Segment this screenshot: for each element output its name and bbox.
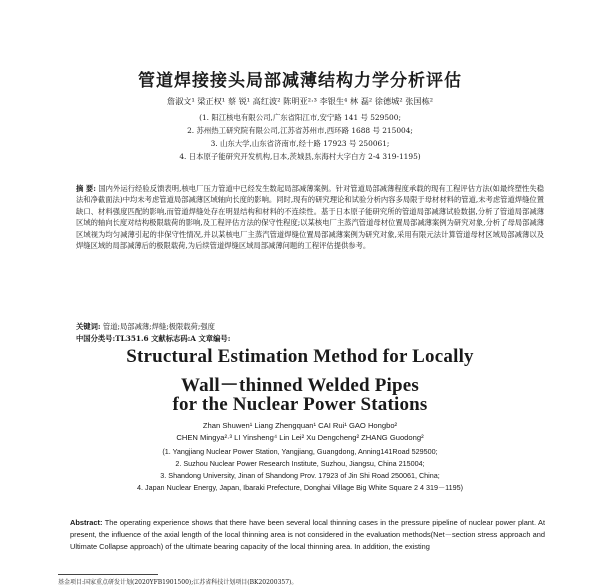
english-abstract [70, 517, 545, 553]
chinese-affiliation-2: 2. 苏州热工研究院有限公司,江苏省苏州市,西环路 1688 号 215004; [187, 126, 413, 135]
chinese-abstract [76, 183, 544, 251]
chinese-abstract-text: 国内外运行经验反馈表明,核电厂压力管道中已经发生数起局部减薄案例。针对管道局部减薄程度承载的现有工程评估方法(如最终塑性失稳法和净截面法)中均未考虑管道局部减薄区域轴向长度的影响。同时,现有的研究理论和试验分析内容多局限于母材材料的管道,未考虑管道焊缝位置缺口、材料强度匹配的影响,而管道焊缝处存在明显结构和材料的不连续性。基于日本原子能研究所的管道局部减薄试验数据,分析了管道局部减薄区域的轴向长度对结构极限载荷的影响,及工程评估方法的保守性程度;以某核电厂主蒸汽管道母材位置局部减薄案例为研究对象,分析了母局部减薄区域视为均匀减薄引起的非保守性情况,并以某核电厂主蒸汽管道焊缝位置局部减薄案例为研究对象,采用有限元法计算管道母材区域局部减薄以及焊缝区域的局部减薄后的极限载荷,为后续管道焊缝区域局部减薄问题的工程评估提供参考。 [76, 184, 545, 251]
english-authors-line-2: CHEN Mingya²·³ LI Yinsheng⁴ Lin Lei² Xu Dengcheng² ZHANG Guodong² [176, 433, 424, 442]
english-title-line-3: for the Nuclear Power Stations [172, 394, 428, 415]
english-title-line-1: Structural Estimation Method for Locally [126, 346, 474, 367]
chinese-affiliation-1: (1. 阳江核电有限公司,广东省阳江市,安宁路 141 号 529500; [199, 113, 401, 122]
english-authors-line-1: Zhan Shuwen¹ Liang Zhengquan¹ CAI Rui¹ GAO Hongbo² [202, 421, 398, 430]
english-affiliation-2: 2. Suzhou Nuclear Power Research Institute, Suzhou, Jiangsu, China 215004; [175, 459, 425, 468]
english-affiliation-3: 3. Shandong University, Jinan of Shandong Prov. 17923 of Jin Shi Road 250061, China; [160, 471, 440, 480]
english-affiliation-4: 4. Japan Nuclear Energy, Japan, Ibaraki Prefecture, Donghai Village Big White Square 2 4 319－1195) [136, 483, 464, 492]
english-affiliation-1: (1. Yangjiang Nuclear Power Station, Yangjiang, Guangdong, Anning141Road 529500; [162, 447, 438, 456]
english-abstract-label: Abstract: [70, 518, 103, 527]
chinese-keywords [76, 322, 215, 332]
footnote-rule [58, 574, 158, 575]
english-title-line-2: Wall－thinned Welded Pipes [181, 375, 419, 396]
chinese-authors: 詹淑文¹ 梁正权¹ 蔡 锐¹ 高红波² 陈明亚²·³ 李银生⁴ 林 磊² 徐德城² 张国栋² [166, 96, 434, 106]
chinese-title: 管道焊接接头局部减薄结构力学分析评估 [138, 71, 462, 91]
chinese-affiliation-4: 4. 日本原子能研究开发机构,日本,茨城县,东海村大字白方 2-4 319-1195) [179, 152, 421, 161]
chinese-affiliation-3: 3. 山东大学,山东省济南市,经十路 17923 号 250061; [210, 139, 390, 148]
chinese-keywords-text: 管道;局部减薄;焊缝;极限载荷;强度 [102, 322, 215, 331]
funding-footnote: 基金项目:国家重点研发计划(2020YFB1901500);江苏省科技计划项目(BK20200357)。 [58, 579, 298, 586]
english-abstract-text: The operating experience shows that there have been several local thinning cases in the pressure pipeline of nuclear power plant. At present, the influence of the axial length of the local thinning area is not considered in the evaluation methods(Net－section stress approach and Ultimate Collapse approach) of the ultimate bearing capacity of the local thinning area. In addition, the existing [70, 518, 546, 551]
chinese-abstract-label: 摘 要: [76, 184, 96, 193]
chinese-classification: 中国分类号:TL351.6 文献标志码:A 文章编号: [76, 334, 231, 343]
chinese-keywords-label: 关键词: [76, 322, 101, 331]
